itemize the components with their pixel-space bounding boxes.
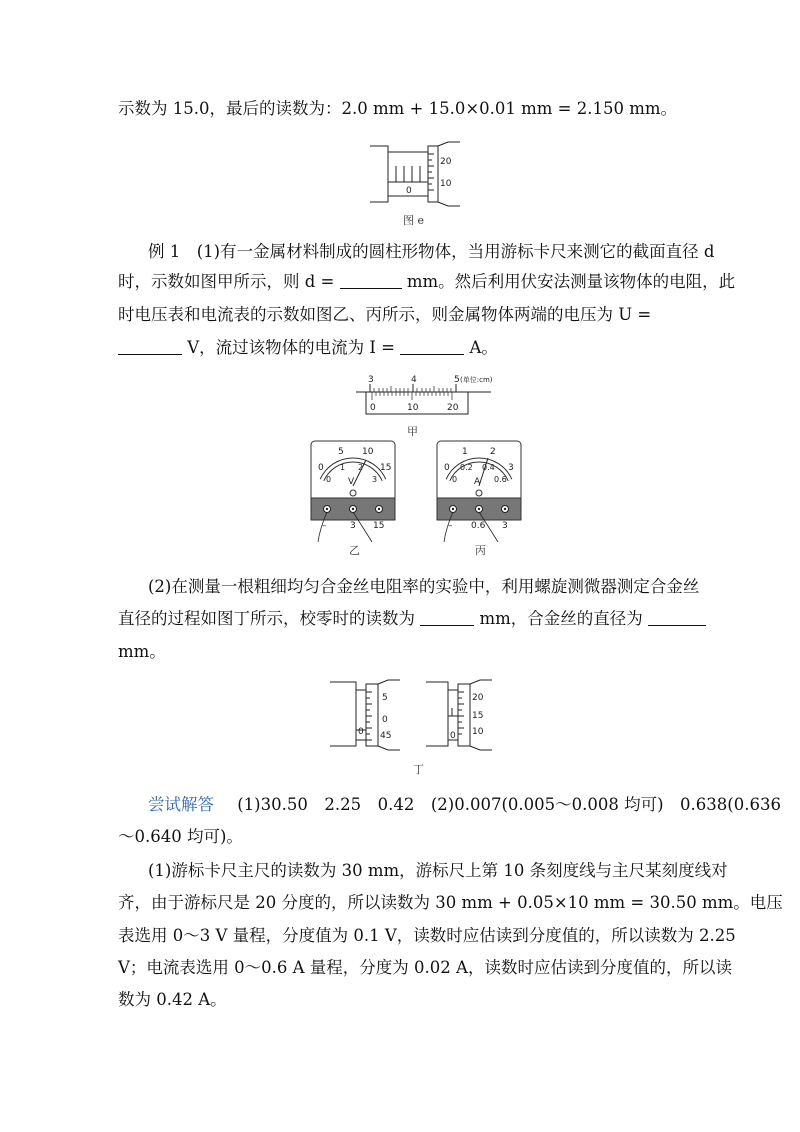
text-line-4: 时电压表和电流表的示数如图乙、丙所示，则金属物体两端的电压为 U =	[118, 305, 652, 324]
ding-right-20: 20	[472, 693, 484, 703]
text-line-5	[118, 336, 498, 360]
bing-top-2: 2	[490, 447, 496, 457]
bing-terminal-minus: –	[448, 521, 453, 531]
fig-e-label-0: 0	[406, 186, 412, 196]
explain-line-5: 数为 0.42 A。	[118, 990, 227, 1009]
bing-top-1: 1	[462, 447, 468, 457]
yi-top-10: 10	[362, 447, 374, 457]
answer-text: (1)30.50 2.25 0.42 (2)0.007(0.005～0.008 均可) 0.638(0.636	[237, 795, 781, 814]
jia-main-5: 5	[454, 375, 460, 385]
figure-jia	[356, 372, 496, 422]
figure-bing-ammeter	[436, 438, 526, 546]
ding-left-45: 45	[380, 731, 392, 741]
yi-top-15: 15	[380, 463, 392, 473]
ding-right-10: 10	[472, 727, 484, 737]
figure-yi-voltmeter	[310, 438, 400, 546]
bing-bottom-04: 0.4	[482, 463, 495, 472]
bing-unit: A	[474, 477, 481, 487]
yi-bottom-1: 1	[340, 463, 346, 472]
yi-bottom-3: 3	[372, 475, 378, 484]
jia-main-4: 4	[411, 375, 417, 385]
ding-left-0: 0	[382, 715, 388, 725]
fig-ding-caption: 丁	[413, 763, 424, 776]
answer-line-1	[148, 793, 781, 817]
bing-bottom-0: 0	[452, 475, 458, 484]
answer-blank-diameter[interactable]	[648, 609, 706, 626]
bing-top-0: 0	[444, 463, 450, 473]
answer-blank-u[interactable]	[118, 338, 182, 355]
answer-label: 尝试解答	[148, 795, 214, 814]
bing-terminal-06: 0.6	[471, 521, 486, 531]
fig-yi-caption: 乙	[349, 544, 360, 557]
text-line-1: 示数为 15.0，最后的读数为：2.0 mm + 15.0×0.01 mm = 2.150 mm。	[118, 99, 678, 118]
ding-right-15: 15	[472, 711, 484, 721]
fig-e-caption: 图 e	[403, 214, 425, 227]
text-line-8: mm。	[118, 642, 166, 661]
yi-bottom-0: 0	[326, 475, 332, 484]
jia-vernier-10: 10	[407, 403, 419, 413]
yi-terminal-15: 15	[373, 521, 385, 531]
text-line-2: 例 1 (1)有一金属材料制成的圆柱形物体，当用游标卡尺来测它的截面直径 d	[148, 242, 715, 261]
answer-blank-d[interactable]	[340, 272, 402, 289]
text-line-5b: A。	[469, 338, 498, 357]
yi-unit: V	[348, 477, 355, 487]
bing-bottom-06: 0.6	[494, 475, 507, 484]
fig-bing-caption: 丙	[475, 544, 486, 557]
text-line-3	[118, 270, 735, 294]
jia-vernier-0: 0	[370, 403, 376, 413]
yi-bottom-2: 2	[358, 463, 364, 472]
fig-e-label-10: 10	[440, 179, 452, 189]
text-line-7a: 直径的过程如图丁所示，校零时的读数为	[118, 609, 415, 628]
explain-line-3: 表选用 0～3 V 量程，分度值为 0.1 V，读数时应估读到分度值的，所以读数为 2.25	[118, 926, 736, 945]
text-line-5a: V，流过该物体的电流为 I =	[187, 338, 395, 357]
fig-e-label-20: 20	[440, 157, 452, 167]
figure-ding	[328, 676, 508, 760]
answer-blank-zero[interactable]	[420, 609, 474, 626]
ding-left-zero: 0	[358, 727, 364, 737]
jia-main-3: 3	[368, 375, 374, 385]
bing-terminal-3: 3	[502, 521, 508, 531]
jia-unit: (单位:cm)	[460, 376, 493, 384]
fig-jia-caption: 甲	[407, 425, 418, 438]
jia-vernier-20: 20	[447, 403, 459, 413]
yi-top-5: 5	[338, 447, 344, 457]
text-line-7b: mm，合金丝的直径为	[479, 609, 643, 628]
bing-bottom-02: 0.2	[460, 463, 473, 472]
ding-right-zero: 0	[450, 731, 456, 741]
yi-terminal-minus: –	[322, 521, 327, 531]
text-line-7	[118, 607, 706, 631]
yi-terminal-3: 3	[350, 521, 356, 531]
text-line-3b: mm。然后利用伏安法测量该物体的电阻，此	[406, 272, 736, 291]
explain-line-2: 齐，由于游标尺是 20 分度的，所以读数为 30 mm + 0.05×10 mm = 30.50 mm。电压	[118, 893, 783, 912]
answer-line-2: ～0.640 均可)。	[118, 827, 243, 846]
explain-line-4: V；电流表选用 0～0.6 A 量程，分度为 0.02 A，读数时应估读到分度值的，所以读	[118, 958, 732, 977]
yi-top-0: 0	[318, 463, 324, 473]
text-line-6: (2)在测量一根粗细均匀合金丝电阻率的实验中，利用螺旋测微器测定合金丝	[148, 577, 700, 596]
explain-line-1: (1)游标卡尺主尺的读数为 30 mm，游标尺上第 10 条刻度线与主尺某刻度线对	[148, 861, 728, 880]
answer-blank-i[interactable]	[400, 338, 464, 355]
text-line-3a: 时，示数如图甲所示，则 d =	[118, 272, 335, 291]
ding-left-5: 5	[382, 693, 388, 703]
bing-top-3: 3	[508, 463, 514, 473]
